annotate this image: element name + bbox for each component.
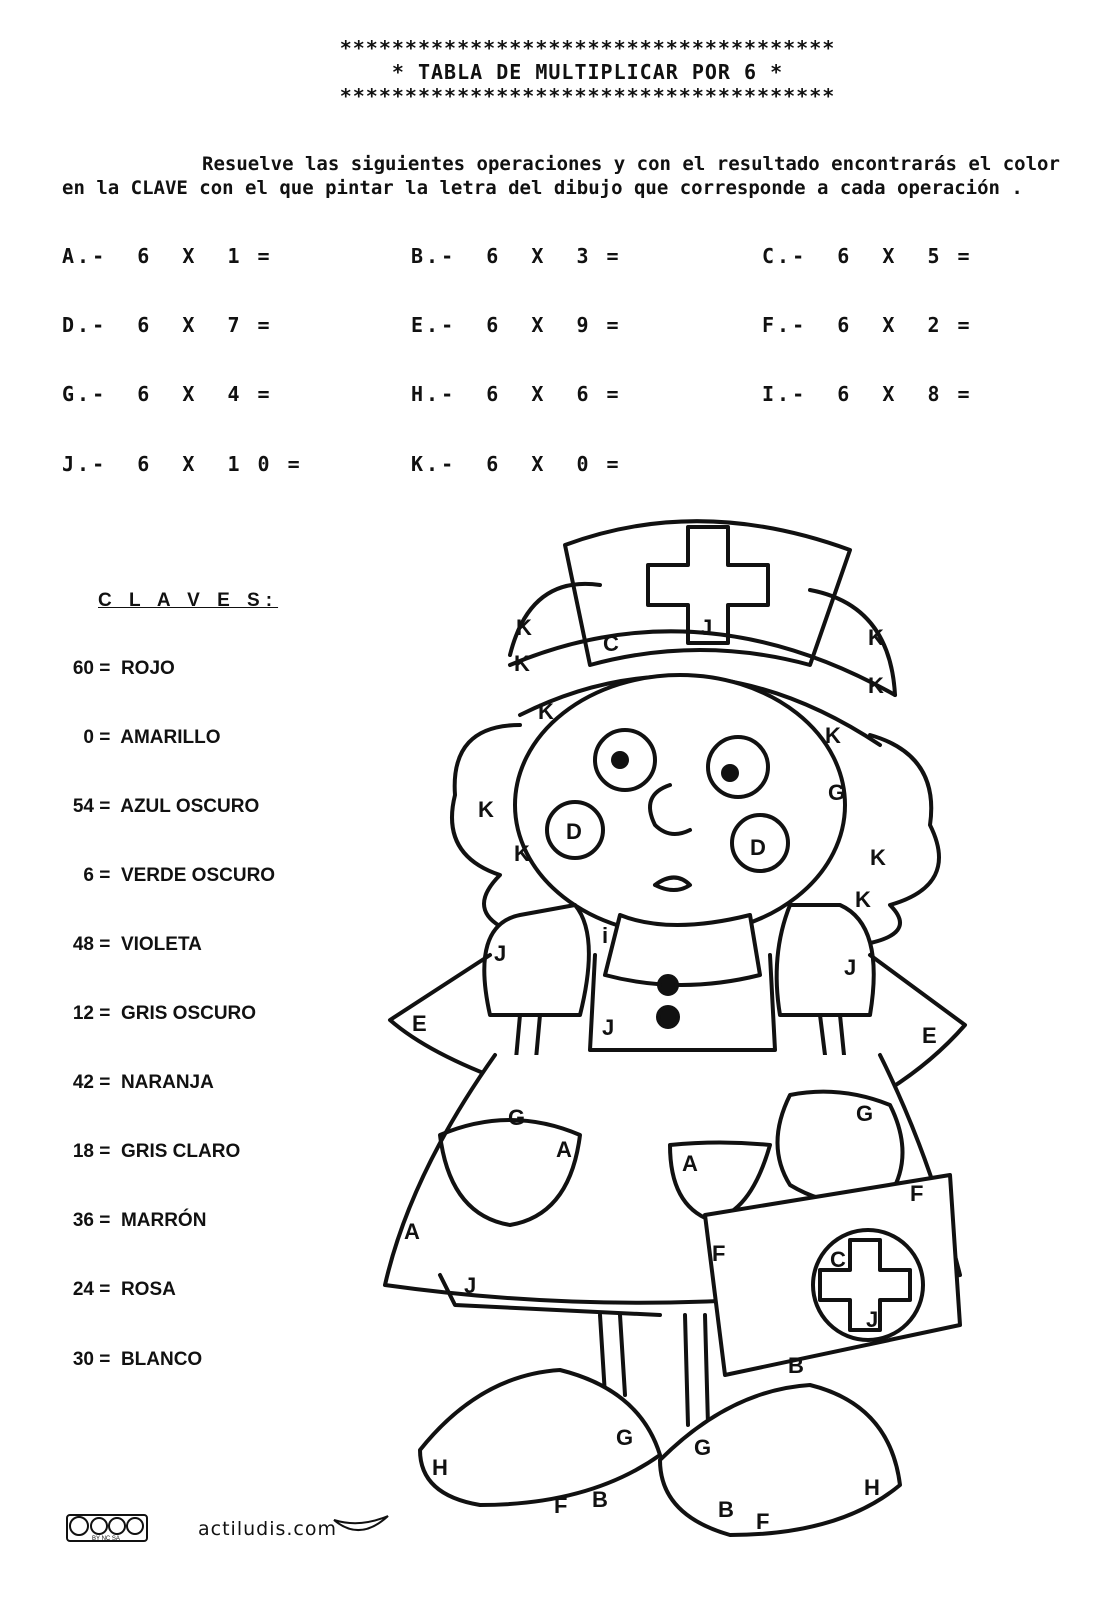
stars-bottom: ************************************** <box>339 84 836 108</box>
clave-number: 6 <box>83 865 94 886</box>
clave-color: NARANJA <box>120 1072 214 1093</box>
clave-color: VIOLETA <box>120 934 202 955</box>
label-i: i <box>602 923 609 948</box>
label-k: K <box>870 845 886 870</box>
label-j: J <box>700 615 713 640</box>
claves-title: C L A V E S: <box>98 590 279 611</box>
operation-j: J.- 6 X 1 0 = <box>62 452 303 476</box>
label-j: J <box>866 1307 879 1332</box>
site-name: actiludis.com <box>198 1518 337 1540</box>
label-k: K <box>516 615 532 640</box>
stars-top: ************************************** <box>339 36 836 60</box>
clave-item: 54 = AZUL OSCURO <box>62 796 259 818</box>
label-g: G <box>694 1435 712 1460</box>
label-f: F <box>554 1493 568 1518</box>
clave-item: 36 = MARRÓN <box>62 1210 206 1232</box>
label-j: J <box>494 941 507 966</box>
right-sleeve <box>777 905 874 1015</box>
operation-c: C.- 6 X 5 = <box>762 244 973 268</box>
label-e: E <box>922 1023 937 1048</box>
instructions-line-2: en la CLAVE con el que pintar la letra del dibujo que corresponde a cada operación . <box>62 177 1023 199</box>
clave-number: 36 <box>72 1210 94 1231</box>
operation-e: E.- 6 X 9 = <box>411 313 622 337</box>
smile-logo-icon <box>330 1512 392 1540</box>
label-k: K <box>478 797 494 822</box>
label-f: F <box>756 1509 770 1534</box>
label-j: J <box>602 1015 615 1040</box>
label-f: F <box>910 1181 924 1206</box>
left-pupil <box>613 753 627 767</box>
operation-d: D.- 6 X 7 = <box>62 313 273 337</box>
clave-color: AMARILLO <box>120 727 221 748</box>
label-k: K <box>514 841 530 866</box>
label-b: B <box>718 1497 734 1522</box>
clave-number: 54 <box>72 796 94 817</box>
clave-item: 0 = AMARILLO <box>62 727 221 749</box>
label-b: B <box>592 1487 608 1512</box>
label-k: K <box>868 625 884 650</box>
label-k: K <box>868 673 884 698</box>
clave-color: AZUL OSCURO <box>120 796 260 817</box>
label-g: G <box>616 1425 634 1450</box>
clave-color: GRIS OSCURO <box>120 1003 257 1024</box>
clave-item: 24 = ROSA <box>62 1279 176 1301</box>
instructions-line-1: Resuelve las siguientes operaciones y con el resultado encontrarás el color <box>202 153 1060 175</box>
label-d: D <box>566 819 582 844</box>
operation-k: K.- 6 X 0 = <box>411 452 622 476</box>
clave-item: 18 = GRIS CLARO <box>62 1141 240 1163</box>
label-c: C <box>603 631 619 656</box>
collar <box>605 915 760 985</box>
operation-f: F.- 6 X 2 = <box>762 313 973 337</box>
clave-number: 12 <box>72 1003 94 1024</box>
clave-color: VERDE OSCURO <box>120 865 276 886</box>
button-bottom <box>658 1007 678 1027</box>
clave-number: 48 <box>72 934 94 955</box>
label-k: K <box>825 723 841 748</box>
label-g: G <box>856 1101 874 1126</box>
clave-item: 42 = NARANJA <box>62 1072 214 1094</box>
right-shoe <box>660 1385 900 1535</box>
label-j: J <box>844 955 857 980</box>
clave-color: ROJO <box>120 658 175 679</box>
label-e: E <box>412 1011 427 1036</box>
clave-color: MARRÓN <box>120 1210 207 1231</box>
page-title: * TABLA DE MULTIPLICAR POR 6 * <box>391 60 784 84</box>
label-b: B <box>788 1353 804 1378</box>
clave-number: 42 <box>72 1072 94 1093</box>
cc-license-text: BY NC SA <box>92 1536 120 1542</box>
clave-item: 12 = GRIS OSCURO <box>62 1003 256 1025</box>
label-c: C <box>830 1247 846 1272</box>
operation-g: G.- 6 X 4 = <box>62 382 273 406</box>
right-pupil <box>723 766 737 780</box>
clave-item: 60 = ROJO <box>62 658 175 680</box>
label-k: K <box>514 651 530 676</box>
operation-b: B.- 6 X 3 = <box>411 244 622 268</box>
button-top <box>659 976 677 994</box>
clave-color: BLANCO <box>120 1349 203 1370</box>
label-a: A <box>404 1219 420 1244</box>
label-j: J <box>464 1273 477 1298</box>
label-g: G <box>508 1105 526 1130</box>
nurse-coloring-drawing <box>370 495 990 1560</box>
clave-color: ROSA <box>120 1279 176 1300</box>
clave-number: 60 <box>72 658 94 679</box>
label-k: K <box>538 699 554 724</box>
operation-h: H.- 6 X 6 = <box>411 382 622 406</box>
clave-item: 6 = VERDE OSCURO <box>62 865 275 887</box>
clave-color: GRIS CLARO <box>120 1141 241 1162</box>
label-g: G <box>828 780 846 805</box>
clave-number: 0 <box>83 727 94 748</box>
hair-left <box>452 725 520 935</box>
operation-i: I.- 6 X 8 = <box>762 382 973 406</box>
label-d: D <box>750 835 766 860</box>
clave-number: 18 <box>72 1141 94 1162</box>
label-a: A <box>556 1137 572 1162</box>
operation-a: A.- 6 X 1 = <box>62 244 273 268</box>
clave-number: 30 <box>72 1349 94 1370</box>
label-f: F <box>712 1241 726 1266</box>
clave-item: 48 = VIOLETA <box>62 934 202 956</box>
hair-right <box>860 735 939 945</box>
cc-license-badge <box>66 1514 148 1542</box>
clave-number: 24 <box>72 1279 94 1300</box>
label-k: K <box>855 887 871 912</box>
label-h: H <box>864 1475 880 1500</box>
label-a: A <box>682 1151 698 1176</box>
clave-item: 30 = BLANCO <box>62 1349 202 1371</box>
label-h: H <box>432 1455 448 1480</box>
